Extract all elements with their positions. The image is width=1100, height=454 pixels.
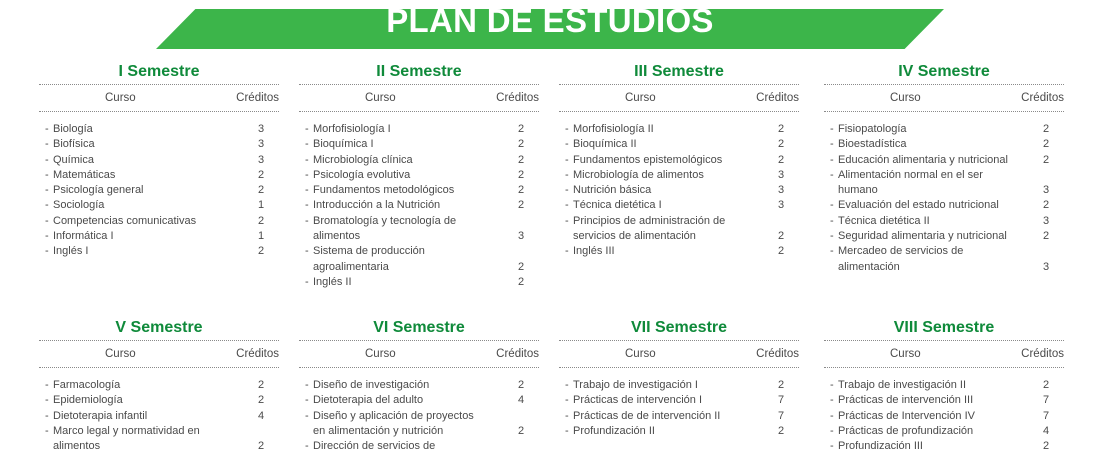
course-credits: 3 xyxy=(777,168,785,181)
column-header-course: Curso xyxy=(890,348,921,360)
course-name: Matemáticas xyxy=(53,168,116,181)
course-row xyxy=(824,153,1064,168)
course-row xyxy=(39,198,279,213)
bullet-dash: - xyxy=(565,409,569,422)
course-row xyxy=(824,439,1064,454)
course-row xyxy=(824,168,1064,199)
course-list xyxy=(824,378,1064,454)
course-row xyxy=(559,424,799,439)
course-row xyxy=(559,198,799,213)
dotted-divider xyxy=(299,111,539,112)
course-row xyxy=(559,214,799,245)
column-header-course: Curso xyxy=(625,348,656,360)
dotted-divider xyxy=(559,367,799,368)
bullet-dash: - xyxy=(565,199,569,212)
course-name: Introducción a la Nutrición xyxy=(313,199,441,212)
course-row xyxy=(824,378,1064,393)
course-row xyxy=(39,424,279,454)
semester-title: III Semestre xyxy=(634,63,724,80)
column-header-credits: Créditos xyxy=(1021,348,1064,360)
course-credits: 2 xyxy=(1042,138,1050,151)
semester-block xyxy=(824,316,1064,454)
course-credits: 2 xyxy=(517,275,525,288)
bullet-dash: - xyxy=(830,199,834,212)
course-list xyxy=(299,378,539,454)
bullet-dash: - xyxy=(830,138,834,151)
bullet-dash: - xyxy=(830,230,834,243)
course-credits: 2 xyxy=(1042,440,1050,453)
course-name: Inglés II xyxy=(313,275,352,288)
course-row xyxy=(39,393,279,408)
course-row xyxy=(299,409,539,440)
course-credits: 2 xyxy=(777,245,785,258)
course-credits: 2 xyxy=(517,153,525,166)
course-row xyxy=(39,409,279,424)
semester-block xyxy=(559,60,799,260)
course-name: Química xyxy=(53,153,94,166)
course-row xyxy=(299,122,539,137)
course-row xyxy=(559,137,799,152)
semester-title: IV Semestre xyxy=(898,63,990,80)
course-name: Bioquímica II xyxy=(573,138,637,151)
course-name: Fundamentos epistemológicos xyxy=(573,153,723,166)
course-credits: 2 xyxy=(517,260,525,273)
column-header-course: Curso xyxy=(105,92,136,104)
course-name: Prácticas de Intervención IV xyxy=(838,409,975,422)
course-credits: 2 xyxy=(777,230,785,243)
column-headers xyxy=(824,85,1064,111)
semester-title: VII Semestre xyxy=(630,319,728,336)
semester-title: V Semestre xyxy=(115,319,203,336)
course-row xyxy=(299,393,539,408)
course-credits: 3 xyxy=(1042,260,1050,273)
bullet-dash: - xyxy=(830,379,834,391)
course-row xyxy=(39,229,279,244)
bullet-dash: - xyxy=(45,424,49,437)
course-name: Técnica dietética II xyxy=(838,214,930,227)
course-name: Sistema de producción agroalimentaria xyxy=(313,245,425,273)
course-name: Evaluación del estado nutricional xyxy=(838,199,999,212)
course-row xyxy=(299,275,539,290)
page-title: PLAN DE ESTUDIOS xyxy=(386,2,714,39)
course-row xyxy=(559,409,799,424)
course-row xyxy=(299,153,539,168)
course-row xyxy=(824,409,1064,424)
course-row xyxy=(299,183,539,198)
bullet-dash: - xyxy=(305,409,309,422)
course-row xyxy=(299,244,539,275)
semester-block xyxy=(39,316,279,454)
column-header-credits: Créditos xyxy=(756,92,799,104)
column-header-credits: Créditos xyxy=(1021,92,1064,104)
column-headers xyxy=(299,85,539,111)
course-name: Alimentación normal en el ser humano xyxy=(838,168,983,197)
course-credits: 2 xyxy=(1042,199,1050,212)
column-header-credits: Créditos xyxy=(236,348,279,360)
dotted-divider xyxy=(824,111,1064,112)
course-row xyxy=(39,122,279,137)
bullet-dash: - xyxy=(305,153,309,166)
course-row xyxy=(559,122,799,137)
course-name: Dietoterapia del adulto xyxy=(313,394,424,407)
dotted-divider xyxy=(39,111,279,112)
bullet-dash: - xyxy=(45,230,49,243)
course-row xyxy=(559,168,799,183)
bullet-dash: - xyxy=(565,153,569,166)
course-row xyxy=(824,122,1064,137)
course-row xyxy=(299,168,539,183)
dotted-divider xyxy=(824,367,1064,368)
course-name: Dirección de servicios de xyxy=(313,440,436,453)
course-name: Técnica dietética I xyxy=(573,199,662,212)
course-name: Trabajo de investigación II xyxy=(838,379,966,391)
course-credits: 2 xyxy=(777,123,785,135)
bullet-dash: - xyxy=(830,394,834,407)
course-name: Fundamentos metodológicos xyxy=(313,184,455,197)
course-credits: 3 xyxy=(517,230,525,243)
course-credits: 2 xyxy=(257,184,265,197)
course-name: Psicología evolutiva xyxy=(313,168,411,181)
bullet-dash: - xyxy=(45,184,49,197)
course-name: Bioestadística xyxy=(838,138,907,151)
bullet-dash: - xyxy=(565,424,569,437)
course-name: Morfofisiología I xyxy=(313,123,391,135)
column-header-course: Curso xyxy=(625,92,656,104)
bullet-dash: - xyxy=(565,245,569,258)
course-name: Sociología xyxy=(53,199,105,212)
course-credits: 2 xyxy=(257,379,265,391)
course-name: Marco legal y normatividad en alimentos xyxy=(53,424,200,453)
course-name: Educación alimentaria y nutricional xyxy=(838,153,1008,166)
course-row xyxy=(39,153,279,168)
course-credits: 2 xyxy=(517,184,525,197)
column-headers xyxy=(39,85,279,111)
course-credits: 4 xyxy=(1042,424,1050,437)
dotted-divider xyxy=(39,367,279,368)
semester-block xyxy=(299,60,539,290)
column-headers xyxy=(299,341,539,367)
course-name: Morfofisiología II xyxy=(573,123,654,135)
bullet-dash: - xyxy=(45,394,49,407)
semester-block xyxy=(824,60,1064,275)
column-headers xyxy=(824,341,1064,367)
course-row xyxy=(299,137,539,152)
course-name: Principios de administración de servicios de alimentación xyxy=(573,214,726,243)
course-credits: 2 xyxy=(257,440,265,453)
semester-title: VIII Semestre xyxy=(893,319,995,336)
course-name: Psicología general xyxy=(53,184,144,197)
course-row xyxy=(559,378,799,393)
course-credits: 2 xyxy=(517,123,525,135)
bullet-dash: - xyxy=(565,214,569,227)
column-header-credits: Créditos xyxy=(236,92,279,104)
course-credits: 3 xyxy=(257,153,265,166)
course-credits: 7 xyxy=(1042,409,1050,422)
course-credits: 3 xyxy=(777,184,785,197)
bullet-dash: - xyxy=(305,275,309,288)
course-credits: 2 xyxy=(777,379,785,391)
column-header-course: Curso xyxy=(365,92,396,104)
course-credits: 2 xyxy=(517,168,525,181)
column-header-course: Curso xyxy=(365,348,396,360)
course-credits: 3 xyxy=(777,199,785,212)
course-name: Prácticas de intervención III xyxy=(838,394,974,407)
course-row xyxy=(39,168,279,183)
course-row xyxy=(299,439,539,454)
course-credits: 1 xyxy=(257,199,265,212)
course-credits: 2 xyxy=(517,138,525,151)
course-name: Bioquímica I xyxy=(313,138,374,151)
bullet-dash: - xyxy=(305,394,309,407)
course-name: Nutrición básica xyxy=(573,184,652,197)
course-credits: 2 xyxy=(257,245,265,258)
bullet-dash: - xyxy=(45,245,49,258)
course-row xyxy=(39,378,279,393)
course-credits: 2 xyxy=(257,394,265,407)
course-row xyxy=(39,137,279,152)
bullet-dash: - xyxy=(305,123,309,135)
course-credits: 2 xyxy=(257,214,265,227)
course-row xyxy=(824,244,1064,275)
semester-title: VI Semestre xyxy=(373,319,465,336)
course-list xyxy=(39,122,279,260)
course-credits: 4 xyxy=(257,409,265,422)
bullet-dash: - xyxy=(45,168,49,181)
course-credits: 2 xyxy=(1042,379,1050,391)
bullet-dash: - xyxy=(830,153,834,166)
course-name: Prácticas de profundización xyxy=(838,424,974,437)
bullet-dash: - xyxy=(45,153,49,166)
course-row xyxy=(39,244,279,259)
bullet-dash: - xyxy=(45,138,49,151)
course-row xyxy=(824,229,1064,244)
column-header-credits: Créditos xyxy=(496,348,539,360)
semester-title: II Semestre xyxy=(376,63,462,80)
course-name: Microbiología de alimentos xyxy=(573,168,704,181)
column-header-course: Curso xyxy=(105,348,136,360)
bullet-dash: - xyxy=(305,379,309,391)
column-headers xyxy=(559,341,799,367)
course-name: Fisiopatología xyxy=(838,123,907,135)
bullet-dash: - xyxy=(830,123,834,135)
bullet-dash: - xyxy=(305,138,309,151)
bullet-dash: - xyxy=(305,184,309,197)
bullet-dash: - xyxy=(830,168,834,181)
course-name: Bromatología y tecnología de alimentos xyxy=(313,214,457,243)
semester-block xyxy=(39,60,279,260)
course-name: Inglés III xyxy=(573,245,615,258)
course-credits: 7 xyxy=(777,394,785,407)
course-list xyxy=(559,378,799,439)
course-credits: 3 xyxy=(1042,184,1050,197)
course-row xyxy=(39,214,279,229)
bullet-dash: - xyxy=(45,409,49,422)
course-credits: 7 xyxy=(1042,394,1050,407)
course-list xyxy=(559,122,799,260)
dotted-divider xyxy=(559,111,799,112)
column-header-credits: Créditos xyxy=(496,92,539,104)
course-row xyxy=(559,183,799,198)
bullet-dash: - xyxy=(830,245,834,258)
course-row xyxy=(299,378,539,393)
course-name: Prácticas de intervención I xyxy=(573,394,703,407)
course-credits: 2 xyxy=(517,379,525,391)
course-credits: 2 xyxy=(517,199,525,212)
course-name: Inglés I xyxy=(53,245,89,258)
course-name: Epidemiología xyxy=(53,394,123,407)
course-credits: 2 xyxy=(1042,153,1050,166)
course-credits: 1 xyxy=(257,230,265,243)
bullet-dash: - xyxy=(305,440,309,453)
bullet-dash: - xyxy=(45,199,49,212)
course-row xyxy=(559,153,799,168)
bullet-dash: - xyxy=(305,245,309,258)
course-credits: 3 xyxy=(257,123,265,135)
bullet-dash: - xyxy=(830,440,834,453)
course-credits: 2 xyxy=(777,138,785,151)
course-row xyxy=(559,244,799,259)
column-header-credits: Créditos xyxy=(756,348,799,360)
course-row xyxy=(299,214,539,245)
course-name: Diseño y aplicación de proyectos en alimentación y nutrición xyxy=(313,409,474,437)
course-name: Prácticas de de intervención II xyxy=(573,409,721,422)
course-name: Informática I xyxy=(53,230,114,243)
course-credits: 2 xyxy=(517,424,525,437)
course-credits: 2 xyxy=(257,168,265,181)
course-row xyxy=(824,198,1064,213)
course-name: Competencias comunicativas xyxy=(53,214,197,227)
column-header-course: Curso xyxy=(890,92,921,104)
course-credits: 7 xyxy=(777,409,785,422)
bullet-dash: - xyxy=(565,394,569,407)
course-list xyxy=(39,378,279,454)
course-row xyxy=(299,198,539,213)
course-name: Profundización II xyxy=(573,424,655,437)
bullet-dash: - xyxy=(565,168,569,181)
bullet-dash: - xyxy=(45,123,49,135)
bullet-dash: - xyxy=(305,199,309,212)
course-list xyxy=(824,122,1064,275)
bullet-dash: - xyxy=(565,184,569,197)
column-headers xyxy=(559,85,799,111)
bullet-dash: - xyxy=(830,214,834,227)
course-name: Diseño de investigación xyxy=(313,379,430,391)
bullet-dash: - xyxy=(830,424,834,437)
bullet-dash: - xyxy=(45,379,49,391)
semester-block xyxy=(559,316,799,439)
course-name: Microbiología clínica xyxy=(313,153,413,166)
course-name: Farmacología xyxy=(53,379,121,391)
course-row xyxy=(39,183,279,198)
course-row xyxy=(824,137,1064,152)
bullet-dash: - xyxy=(305,168,309,181)
bullet-dash: - xyxy=(565,138,569,151)
dotted-divider xyxy=(299,367,539,368)
course-credits: 2 xyxy=(777,424,785,437)
semester-block xyxy=(299,316,539,454)
course-name: Biología xyxy=(53,123,93,135)
course-credits: 4 xyxy=(517,394,525,407)
bullet-dash: - xyxy=(830,409,834,422)
course-credits: 3 xyxy=(257,138,265,151)
bullet-dash: - xyxy=(305,214,309,227)
course-credits: 2 xyxy=(1042,123,1050,135)
bullet-dash: - xyxy=(45,214,49,227)
column-headers xyxy=(39,341,279,367)
bullet-dash: - xyxy=(565,123,569,135)
course-name: Seguridad alimentaria y nutricional xyxy=(838,230,1007,243)
course-name: Mercadeo de servicios de alimentación xyxy=(838,245,964,273)
course-name: Profundización III xyxy=(838,440,923,453)
course-row xyxy=(559,393,799,408)
course-credits: 2 xyxy=(1042,230,1050,243)
course-name: Biofísica xyxy=(53,138,95,151)
course-credits: 2 xyxy=(777,153,785,166)
course-row xyxy=(824,393,1064,408)
course-row xyxy=(824,214,1064,229)
course-name: Trabajo de investigación I xyxy=(573,379,698,391)
semester-title: I Semestre xyxy=(118,63,200,80)
course-list xyxy=(299,122,539,290)
course-row xyxy=(824,424,1064,439)
bullet-dash: - xyxy=(565,379,569,391)
course-name: Dietoterapia infantil xyxy=(53,409,148,422)
course-credits: 3 xyxy=(1042,214,1050,227)
